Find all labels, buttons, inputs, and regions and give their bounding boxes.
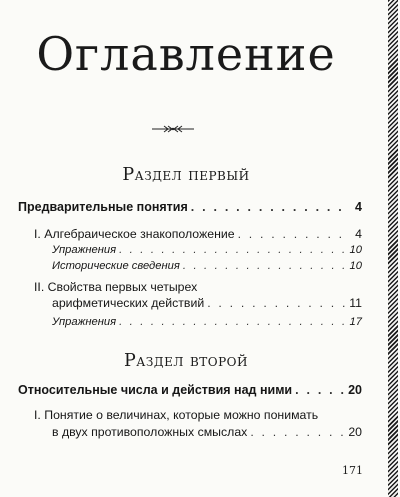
toc-dot-leader	[191, 200, 345, 214]
toc-entry-chapter-algebraic-notation[interactable]	[34, 227, 362, 241]
toc-entry-chapter-properties-line1: II. Свойства первых четырех	[34, 280, 198, 294]
toc-entry-page: 20	[348, 425, 362, 439]
toc-dot-leader	[295, 383, 345, 397]
toc-dot-leader	[119, 316, 345, 328]
toc-entry-title: арифметических действий	[52, 296, 205, 310]
toc-entry-page: 10	[349, 260, 362, 272]
section-heading-first: Раздел первый	[122, 165, 250, 185]
page-edge-stripes	[388, 0, 398, 497]
toc-entry-title: I. Алгебраическое знакоположение	[34, 227, 235, 241]
toc-entry-part-relative-numbers[interactable]	[18, 383, 362, 397]
toc-entry-historical-notes[interactable]	[52, 260, 362, 272]
toc-entry-part-preliminary[interactable]	[18, 200, 362, 214]
toc-entry-title: в двух противоположных смыслах	[52, 425, 248, 439]
toc-entry-chapter-quantities[interactable]	[52, 425, 362, 439]
toc-entry-title: Упражнения	[52, 244, 117, 256]
toc-entry-title: Предварительные понятия	[18, 200, 188, 214]
ornament-divider-icon	[150, 124, 196, 134]
toc-dot-leader	[207, 296, 345, 310]
toc-entry-title: Упражнения	[52, 316, 117, 328]
toc-entry-page: 4	[355, 227, 362, 241]
section-heading-second: Раздел второй	[124, 351, 248, 371]
toc-dot-leader	[250, 425, 345, 439]
toc-entry-page: 17	[349, 316, 362, 328]
toc-entry-page: 11	[349, 296, 362, 310]
toc-dot-leader	[238, 227, 345, 241]
toc-entry-page: 4	[355, 200, 362, 214]
page-title: Оглавление	[36, 27, 336, 81]
toc-entry-title: Исторические сведения	[52, 260, 180, 272]
toc-entry-chapter-quantities-line1: I. Понятие о величинах, которые можно понимать	[34, 408, 319, 422]
toc-entry-page: 20	[348, 383, 362, 397]
page-number: 171	[342, 464, 363, 477]
toc-entry-title: Относительные числа и действия над ними	[18, 383, 293, 397]
toc-dot-leader	[183, 260, 345, 272]
toc-entry-exercises-1[interactable]	[52, 244, 362, 256]
toc-entry-page: 10	[349, 244, 362, 256]
toc-entry-exercises-2[interactable]	[52, 316, 362, 328]
toc-dot-leader	[119, 244, 345, 256]
toc-entry-chapter-properties[interactable]	[52, 296, 362, 310]
